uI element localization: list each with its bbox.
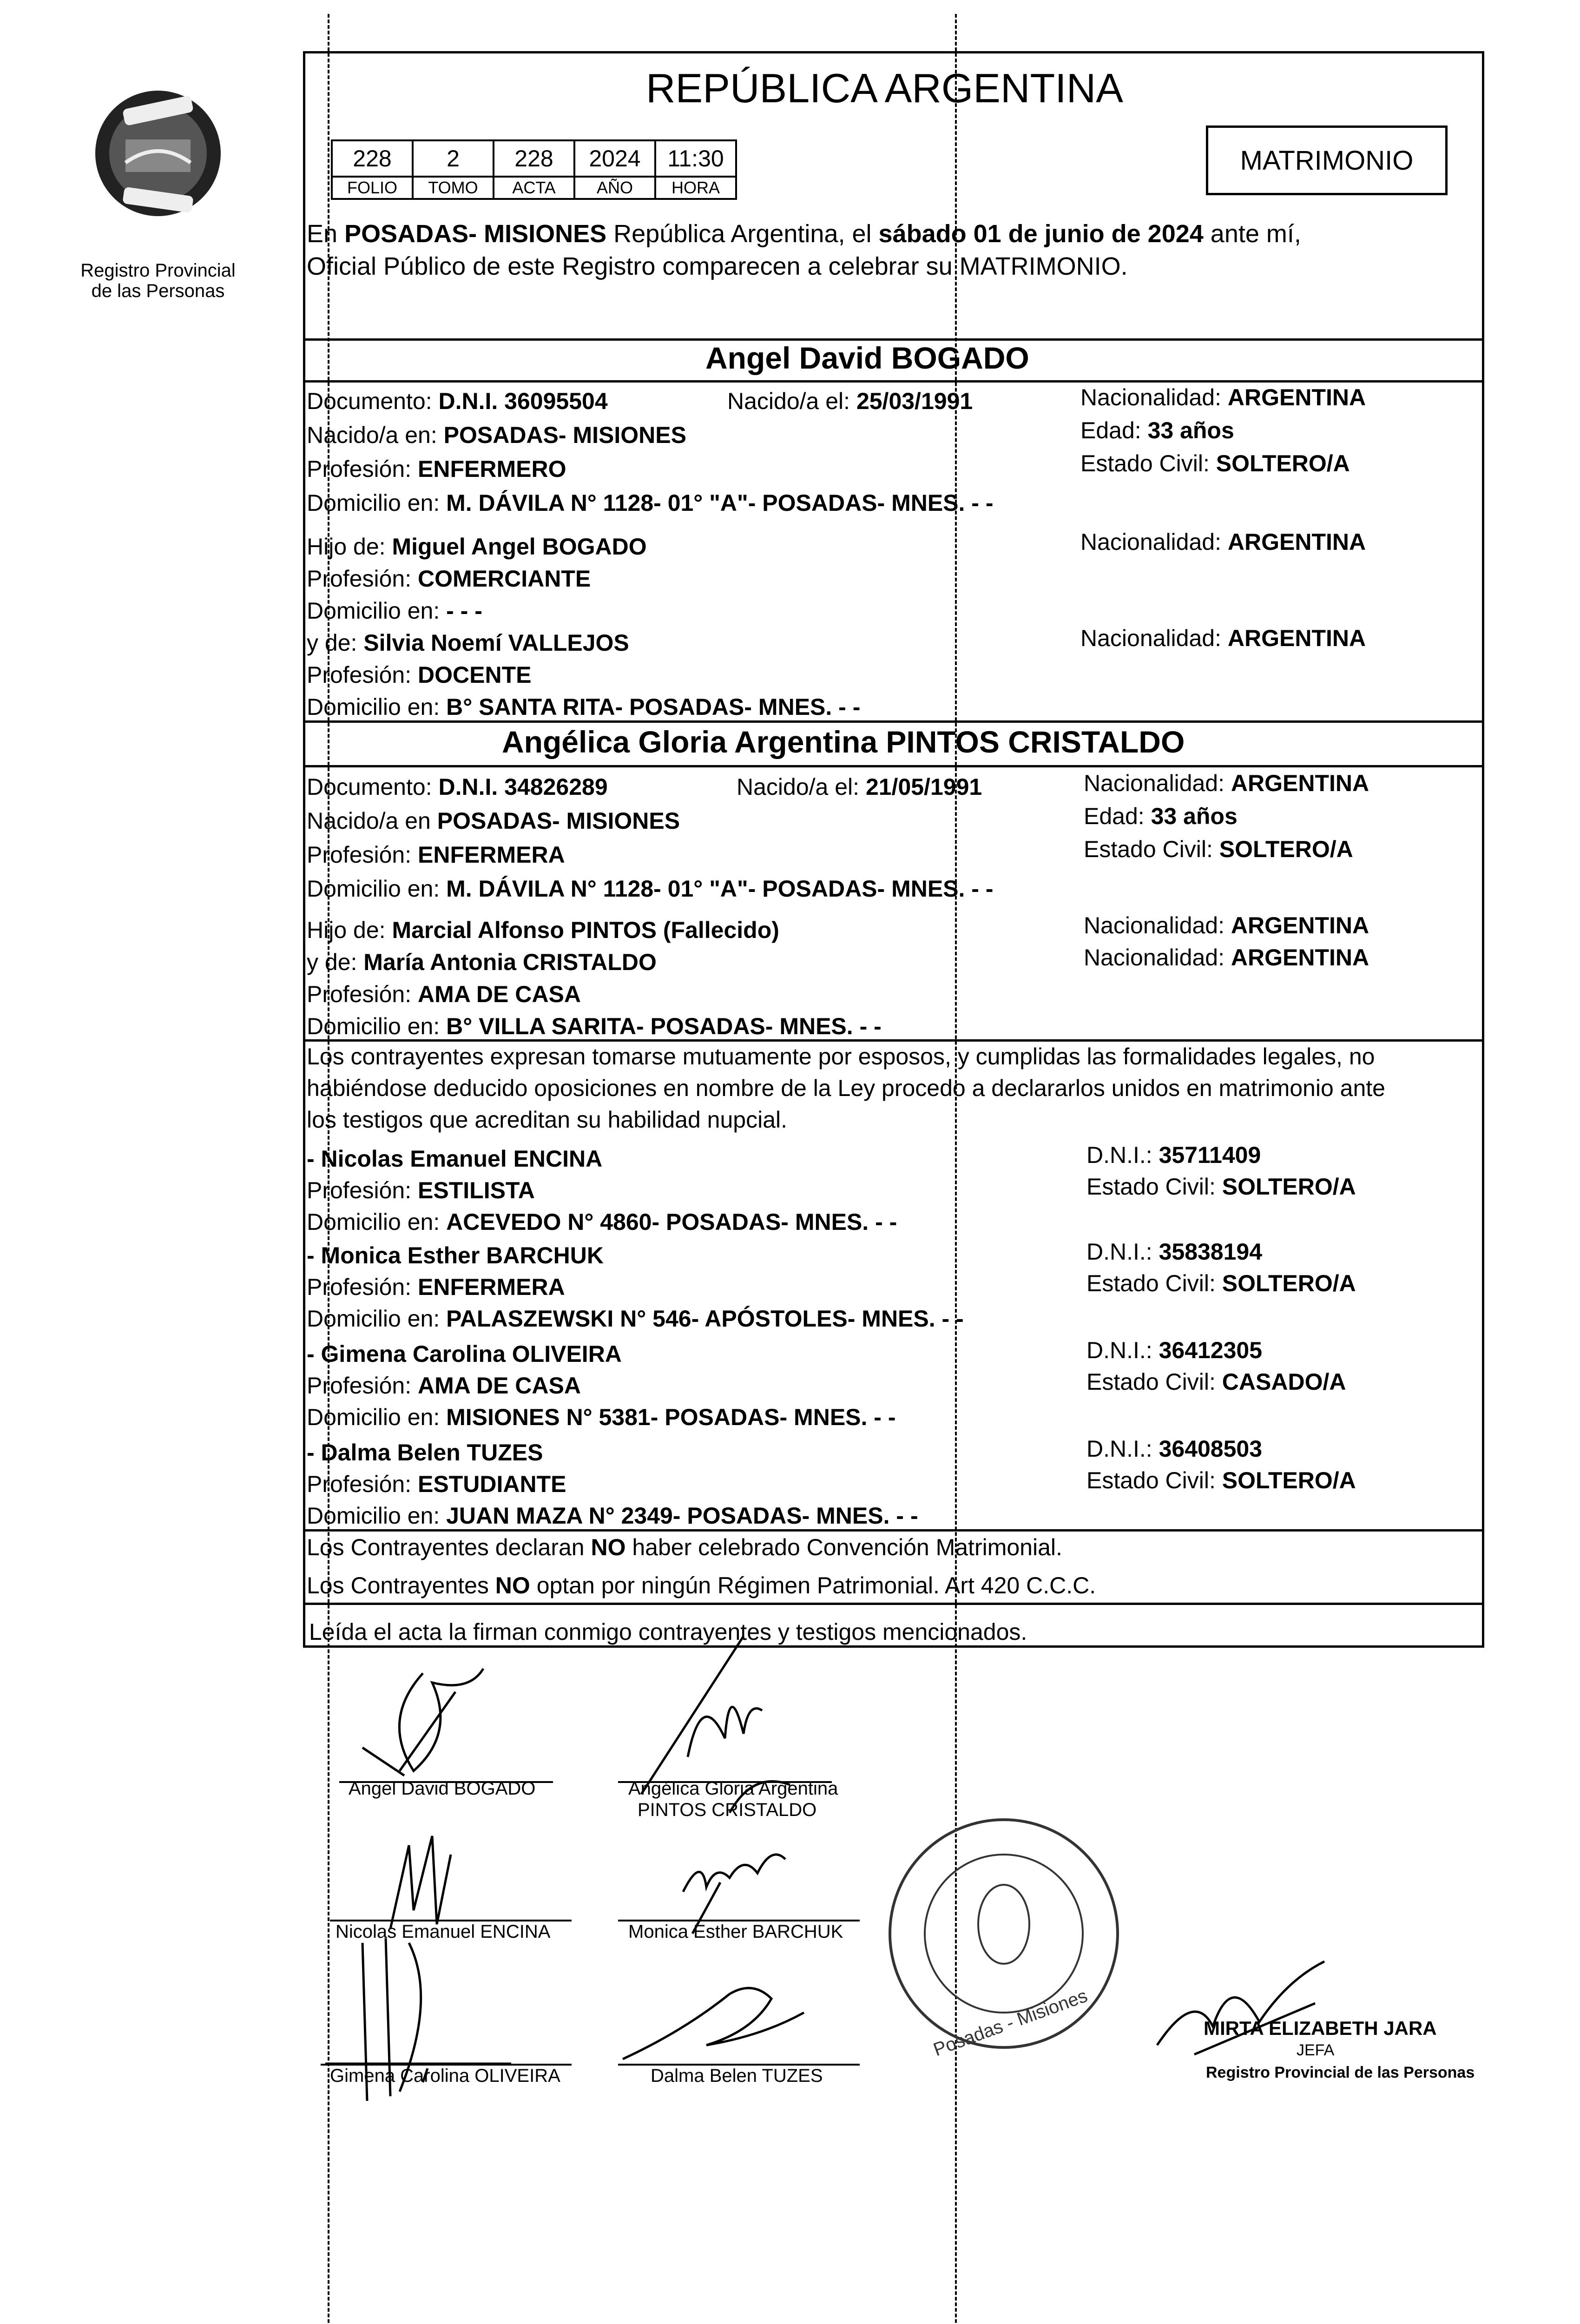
page-title: REPÚBLICA ARGENTINA <box>646 65 1123 111</box>
bride-mother-nationality: Nacionalidad: ARGENTINA <box>1084 944 1369 971</box>
ano-value: 2024 <box>574 140 655 177</box>
witness-address: Domicilio en: MISIONES N° 5381- POSADAS- MNES. - - <box>307 1404 896 1430</box>
official-role: JEFA <box>1297 2041 1335 2059</box>
seal-caption: Registro Provincial de las Personas <box>80 260 236 301</box>
witness-profession: Profesión: AMA DE CASA <box>307 1373 581 1399</box>
bride-parents-profession: Profesión: AMA DE CASA <box>307 981 581 1007</box>
ano-label: AÑO <box>574 177 655 199</box>
witness-name: - Dalma Belen TUZES <box>307 1439 543 1466</box>
witness-dni: D.N.I.: 35711409 <box>1086 1142 1261 1168</box>
bride-father-nationality: Nacionalidad: ARGENTINA <box>1084 912 1369 938</box>
groom-age: Edad: 33 años <box>1080 417 1234 443</box>
witness-address: Domicilio en: ACEVEDO N° 4860- POSADAS- MNES. - - <box>307 1209 897 1235</box>
province-seal <box>81 84 235 223</box>
witness-address: Domicilio en: JUAN MAZA N° 2349- POSADAS- MNES. - - <box>307 1503 918 1529</box>
groom-name: Angel David BOGADO <box>705 341 1029 375</box>
bride-sign-name-2: PINTOS CRISTALDO <box>638 1800 817 1820</box>
hora-value: 11:30 <box>655 140 736 177</box>
tomo-value: 2 <box>413 140 494 177</box>
hora-label: HORA <box>655 177 736 199</box>
witness-name: - Monica Esther BARCHUK <box>307 1242 604 1268</box>
intro-line-1: En POSADAS- MISIONES República Argentina, el sábado 01 de junio de 2024 ante mí, <box>307 220 1301 248</box>
stamp-center-text: Posadas - Misiones <box>930 1985 1090 2060</box>
witness-4-sign-name: Dalma Belen TUZES <box>651 2066 823 2086</box>
intro-line-2: Oficial Público de este Registro comparecen a celebrar su MATRIMONIO. <box>307 252 1128 280</box>
declaration-line-2: habiéndose deducido oposiciones en nombre de la Ley procedo a declararlos unidos en matrimonio ante <box>307 1075 1385 1101</box>
groom-mother-profession: Profesión: DOCENTE <box>307 662 532 688</box>
clause-convention: Los Contrayentes declaran NO haber celebrado Convención Matrimonial. <box>307 1534 1062 1560</box>
clause-regime: Los Contrayentes NO optan por ningún Régimen Patrimonial. Art 420 C.C.C. <box>307 1572 1096 1598</box>
witness-civil-status: Estado Civil: SOLTERO/A <box>1086 1467 1356 1493</box>
declaration-line-1: Los contrayentes expresan tomarse mutuamente por esposos, y cumplidas las formalidades legales, no <box>307 1043 1375 1070</box>
bride-address: Domicilio en: M. DÁVILA N° 1128- 01° "A"- POSADAS- MNES. - - <box>307 876 994 902</box>
witness-2-sign-name: Monica Esther BARCHUK <box>628 1921 843 1942</box>
official-name: MIRTA ELIZABETH JARA <box>1204 2017 1437 2039</box>
bride-sign-name-1: Angélica Gloria Argentina <box>628 1778 838 1799</box>
bride-nationality: Nacionalidad: ARGENTINA <box>1084 770 1369 796</box>
groom-birthdate: Nacido/a el: 25/03/1991 <box>727 388 973 414</box>
bride-mother: y de: María Antonia CRISTALDO <box>307 949 657 975</box>
witness-civil-status: Estado Civil: SOLTERO/A <box>1086 1174 1356 1200</box>
witness-name: - Gimena Carolina OLIVEIRA <box>307 1341 622 1367</box>
groom-civil-status: Estado Civil: SOLTERO/A <box>1080 450 1350 476</box>
groom-mother-nationality: Nacionalidad: ARGENTINA <box>1080 625 1366 651</box>
witness-civil-status: Estado Civil: SOLTERO/A <box>1086 1270 1356 1296</box>
witness-4-signature <box>613 1966 818 2068</box>
bride-profession: Profesión: ENFERMERA <box>307 842 565 868</box>
groom-profession: Profesión: ENFERMERO <box>307 456 566 482</box>
witness-civil-status: Estado Civil: CASADO/A <box>1086 1369 1346 1395</box>
folio-label: FOLIO <box>332 177 413 199</box>
witness-1-sign-name: Nicolas Emanuel ENCINA <box>336 1921 551 1942</box>
registry-table <box>331 139 737 200</box>
doc-type-box <box>1206 125 1448 195</box>
groom-father-nationality: Nacionalidad: ARGENTINA <box>1080 529 1366 555</box>
groom-address: Domicilio en: M. DÁVILA N° 1128- 01° "A"- POSADAS- MNES. - - <box>307 490 994 516</box>
divider-clauses <box>303 1603 1484 1605</box>
witness-name: - Nicolas Emanuel ENCINA <box>307 1146 603 1172</box>
acta-label: ACTA <box>494 177 574 199</box>
groom-birthplace: Nacido/a en: POSADAS- MISIONES <box>307 422 686 448</box>
witness-dni: D.N.I.: 36412305 <box>1086 1337 1263 1363</box>
tomo-label: TOMO <box>413 177 494 199</box>
bride-birthplace: Nacido/a en POSADAS- MISIONES <box>307 808 680 834</box>
groom-mother: y de: Silvia Noemí VALLEJOS <box>307 630 629 656</box>
groom-nationality: Nacionalidad: ARGENTINA <box>1080 384 1366 410</box>
bride-father: Hijo de: Marcial Alfonso PINTOS (Fallecido) <box>307 917 779 943</box>
bride-name: Angélica Gloria Argentina PINTOS CRISTALDO <box>502 725 1185 759</box>
witness-3-sign-name: Gimena Carolina OLIVEIRA <box>330 2066 560 2086</box>
groom-father: Hijo de: Miguel Angel BOGADO <box>307 534 647 560</box>
divider-groom <box>303 720 1484 723</box>
declaration-line-3: los testigos que acreditan su habilidad nupcial. <box>307 1107 788 1133</box>
reading-statement: Leída el acta la firman conmigo contrayentes y testigos mencionados. <box>309 1619 1027 1645</box>
doc-type-label: MATRIMONIO <box>1240 145 1414 176</box>
groom-document: Documento: D.N.I. 36095504 <box>307 388 608 414</box>
bride-civil-status: Estado Civil: SOLTERO/A <box>1084 836 1353 862</box>
groom-mother-address: Domicilio en: B° SANTA RITA- POSADAS- MNES. - - <box>307 694 861 720</box>
official-office: Registro Provincial de las Personas <box>1206 2064 1475 2081</box>
witness-profession: Profesión: ESTUDIANTE <box>307 1471 566 1497</box>
bride-birthdate: Nacido/a el: 21/05/1991 <box>737 774 982 800</box>
groom-signature <box>353 1655 520 1794</box>
groom-father-address: Domicilio en: - - - <box>307 598 482 624</box>
bride-document: Documento: D.N.I. 34826289 <box>307 774 608 800</box>
groom-sign-name: Angel David BOGADO <box>349 1778 536 1799</box>
witness-dni: D.N.I.: 35838194 <box>1086 1239 1263 1265</box>
witness-profession: Profesión: ESTILISTA <box>307 1177 535 1203</box>
bride-parents-address: Domicilio en: B° VILLA SARITA- POSADAS- MNES. - - <box>307 1013 882 1039</box>
groom-father-profession: Profesión: COMERCIANTE <box>307 566 591 592</box>
witness-profession: Profesión: ENFERMERA <box>307 1274 565 1300</box>
bride-age: Edad: 33 años <box>1084 803 1238 829</box>
witness-dni: D.N.I.: 36408503 <box>1086 1436 1263 1462</box>
witness-address: Domicilio en: PALASZEWSKI N° 546- APÓSTOLES- MNES. - - <box>307 1306 964 1332</box>
divider-bride-name <box>303 765 1484 767</box>
acta-value: 228 <box>494 140 574 177</box>
folio-value: 228 <box>332 140 413 177</box>
divider-witnesses <box>303 1529 1484 1532</box>
